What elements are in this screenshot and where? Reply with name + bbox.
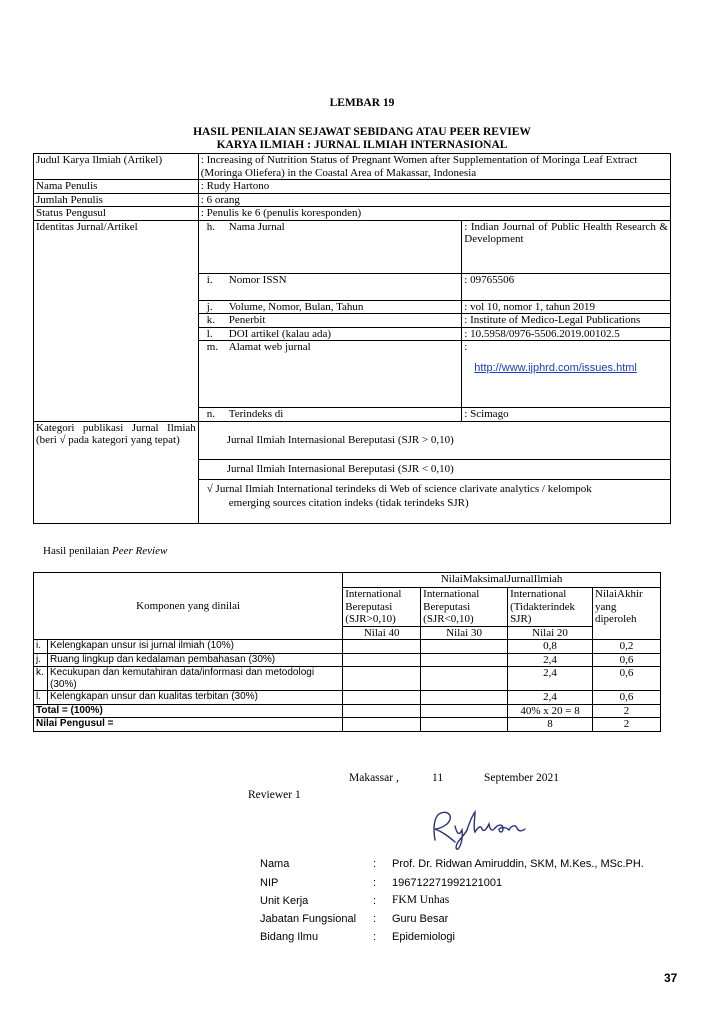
jurnal-field-label: Nomor ISSN	[228, 273, 287, 286]
nip-colon: :	[373, 877, 377, 889]
col-header-3: International (Tidakterindek SJR)	[508, 588, 593, 627]
nama-value: Prof. Dr. Ridwan Amiruddin, SKM, M.Kes., MSc.PH.	[392, 858, 644, 870]
row-label: Kelengkapan unsur dan kualitas terbitan (30%)	[47, 691, 342, 705]
total-value: 40% x 20 = 8	[508, 704, 593, 718]
row-no: j.	[34, 653, 48, 667]
jurnal-field-value: : 09765506	[462, 273, 671, 300]
jurnal-field-value: : Institute of Medico-Legal Publications	[462, 314, 671, 328]
penulis-value: : Rudy Hartono	[198, 180, 670, 194]
kategori-option-1: Jurnal Ilmiah Internasional Bereputasi (SJR > 0,10)	[198, 421, 670, 459]
jurnal-key: l.	[206, 327, 213, 340]
jurnal-field-value: : vol 10, nomor 1, tahun 2019	[462, 300, 671, 314]
page-number: 37	[664, 971, 678, 985]
review-header-row	[34, 573, 661, 588]
row-final: 0,6	[593, 653, 661, 667]
row-final: 0,6	[593, 691, 661, 705]
nilai-3: Nilai 20	[508, 626, 593, 640]
nama-colon: :	[373, 858, 377, 870]
row-no: i.	[34, 640, 48, 654]
jurnal-field-label: Penerbit	[228, 314, 266, 326]
jabatan-label: Jabatan Fungsional	[260, 913, 357, 925]
kategori-option-2: Jurnal Ilmiah Internasional Bereputasi (SJR < 0,10)	[198, 459, 670, 479]
nilai-1: Nilai 40	[343, 626, 421, 640]
col-header-2: International Bereputasi (SJR<0,10)	[421, 588, 508, 627]
reviewer-label: Reviewer 1	[248, 789, 301, 801]
total-final: 2	[593, 704, 661, 718]
jabatan-value: Guru Besar	[392, 913, 449, 925]
review-heading-prefix: Hasil penilaian	[43, 545, 113, 557]
total-row	[34, 704, 661, 718]
kategori-label: Kategori publikasi Jurnal Ilmiah (beri √ pada kategori yang tepat)	[34, 421, 199, 523]
row-label: Kelengkapan unsur isi jurnal ilmiah (10%)	[47, 640, 342, 654]
status-value: : Penulis ke 6 (penulis koresponden)	[198, 207, 670, 221]
pengusul-final: 2	[593, 718, 661, 732]
kategori-option-3: √ Jurnal Ilmiah International terindeks di Web of science clarivate analytics / kelompok	[206, 482, 592, 495]
jurnal-key: n.	[206, 408, 216, 420]
unit-value: FKM Unhas	[392, 894, 450, 906]
bidang-label: Bidang Ilmu	[260, 931, 319, 943]
jurnal-field-label: Nama Jurnal	[228, 220, 285, 233]
date-day: 11	[432, 772, 444, 784]
row-value: 2,4	[508, 667, 593, 691]
journal-web-link[interactable]: http://www.ijphrd.com/issues.html	[474, 361, 637, 374]
table-row	[34, 667, 661, 691]
komponen-header: Komponen yang dinilai	[34, 573, 343, 640]
jurnal-field-value: : Scimago	[462, 408, 671, 422]
judul-row	[34, 154, 671, 180]
status-row	[34, 207, 671, 221]
row-value: 2,4	[508, 653, 593, 667]
jurnal-row-h	[34, 220, 671, 273]
penulis-label: Nama Penulis	[34, 180, 199, 194]
row-no: l.	[34, 691, 48, 705]
date-month-year: September 2021	[484, 772, 560, 784]
jumlah-row	[34, 193, 671, 207]
jumlah-label: Jumlah Penulis	[34, 193, 199, 207]
jurnal-field-label: Alamat web jurnal	[228, 341, 311, 353]
kategori-row-1	[34, 421, 671, 459]
jurnal-field-label: Volume, Nomor, Bulan, Tahun	[228, 300, 364, 313]
row-final: 0,6	[593, 667, 661, 691]
bidang-colon: :	[373, 931, 377, 943]
pengusul-label: Nilai Pengusul =	[34, 718, 343, 732]
jurnal-field-label: DOI artikel (kalau ada)	[228, 327, 332, 340]
page-title: HASIL PENILAIAN SEJAWAT SEBIDANG ATAU PEER REVIEW	[193, 126, 531, 138]
nip-label: NIP	[260, 877, 279, 889]
row-value: 2,4	[508, 691, 593, 705]
place: Makassar ,	[349, 772, 399, 784]
status-label: Status Pengusul	[34, 207, 199, 221]
review-heading	[43, 545, 167, 557]
page-subtitle: KARYA ILMIAH : JURNAL ILMIAH INTERNASIONAL	[216, 139, 508, 151]
jurnal-key: h.	[206, 220, 216, 233]
bidang-value: Epidemiologi	[392, 931, 455, 943]
jurnal-key: i.	[206, 273, 213, 286]
jurnal-key: j.	[206, 300, 213, 313]
row-no: k.	[34, 667, 48, 691]
kategori-option-3-cont: emerging sources citation indeks (tidak terindeks SJR)	[228, 497, 469, 509]
table-row	[34, 691, 661, 705]
col-header-1: International Bereputasi (SJR>0,10)	[343, 588, 421, 627]
jabatan-colon: :	[373, 913, 377, 925]
judul-value: : Increasing of Nutrition Status of Pregnant Women after Supplementation of Moringa Leaf Extract (Moringa Oliefera) in the Coastal Area of Makassar, Indonesia	[198, 154, 670, 180]
jurnal-label: Identitas Jurnal/Artikel	[34, 220, 199, 421]
col-header-4: NilaiAkhir yang diperoleh	[593, 588, 661, 640]
row-final: 0,2	[593, 640, 661, 654]
review-table	[33, 572, 661, 732]
pengusul-row	[34, 718, 661, 732]
jurnal-field-value: :	[464, 341, 468, 353]
unit-colon: :	[373, 895, 377, 907]
jurnal-key: m.	[206, 341, 219, 353]
nama-label: Nama	[260, 858, 290, 870]
nilai-max-header: NilaiMaksimalJurnalIlmiah	[343, 573, 661, 588]
table-row	[34, 653, 661, 667]
jurnal-field-label: Terindeks di	[228, 408, 284, 420]
penulis-row	[34, 180, 671, 194]
lembar-heading: LEMBAR 19	[329, 97, 395, 109]
jurnal-key: k.	[206, 314, 216, 326]
identity-table	[33, 153, 671, 524]
signature-image	[425, 802, 530, 852]
total-label: Total = (100%)	[34, 704, 343, 718]
judul-label: Judul Karya Ilmiah (Artikel)	[34, 154, 199, 180]
table-row	[34, 640, 661, 654]
pengusul-value: 8	[508, 718, 593, 732]
jurnal-field-value: : Indian Journal of Public Health Research & Development	[462, 220, 671, 273]
row-label: Kecukupan dan kemutahiran data/informasi dan metodologi (30%)	[47, 667, 342, 691]
jurnal-field-value: : 10.5958/0976-5506.2019.00102.5	[462, 327, 671, 341]
row-label: Ruang lingkup dan kedalaman pembahasan (30%)	[47, 653, 342, 667]
nip-value: 196712271992121001	[392, 877, 503, 889]
jumlah-value: : 6 orang	[198, 193, 670, 207]
unit-label: Unit Kerja	[260, 895, 309, 907]
row-value: 0,8	[508, 640, 593, 654]
review-heading-italic: Peer Review	[112, 545, 168, 557]
nilai-2: Nilai 30	[421, 626, 508, 640]
